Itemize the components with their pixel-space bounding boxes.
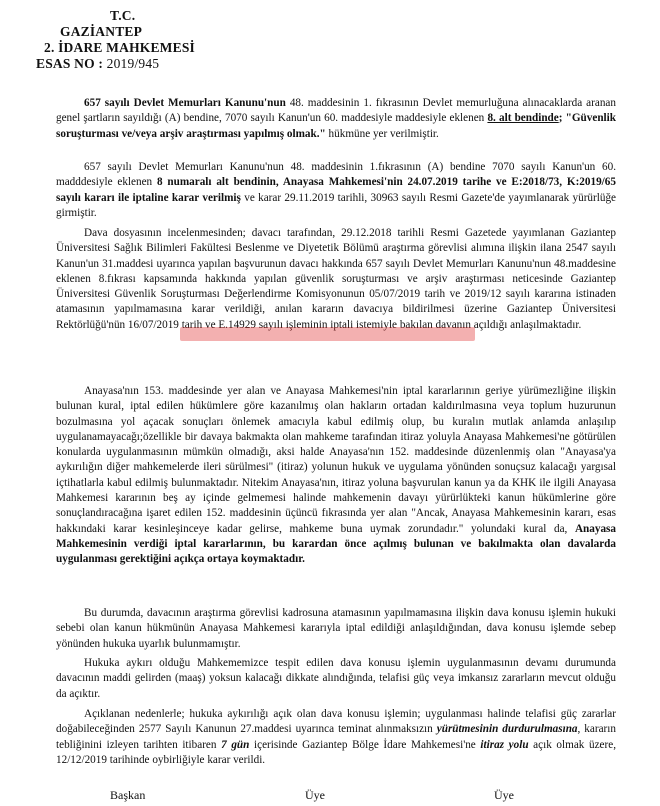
objection-route: itiraz yolu [480,738,529,751]
annulment-decision: 8 numaralı alt bendinin, Anayasa Mahkemesi'nin 24.07.2019 tarihe ve E:2018/73, K:2019/65 sayılı kararı ile iptaline karar verilmiş [56,176,616,204]
header-city: GAZİANTEP [60,24,143,39]
paragraph-assessment: Bu durumda, davacının araştırma görevlisi kadrosuna atamasının yapılmamasına ilişkin dava konusu işlemin hukuki sebebi olan kanun hükmünün Anayasa Mahkemesi kararıyla iptal edildiği anlaşıldığından, dava konusu işlemde sebep yönünden hukuka uyarlık bulunmamıştır. [56,607,616,650]
case-number-value: 2019/945 [106,56,160,71]
stay-of-execution: yürütmesinin durdurulmasına [436,723,578,736]
sub-clause-reference: 8. alt bendinde [487,112,559,125]
signature-member-2: Üye [494,788,514,802]
case-number-label: ESAS NO : [36,56,107,71]
paragraph-case-facts: Dava dosyasının incelenmesinden; davacı tarafından, 29.12.2018 tarihli Resmi Gazetede yayımlanan Gaziantep Üniversitesi Sağlık Bilimleri Fakültesi Beslenme ve Diyetetik Bölümü araştırma görevlisi alımına ilişkin ilana 2547 sayılı Kanun'un 31.maddesi uyarınca yapılan başvurunun davacı hakkında 657 sayılı Devlet Memurları Kanunu'nun 48.maddesine eklenen 8.fıkrası kapsamında hakkında yapılan güvenlik soruşturması ve arşiv araştırması neticesinde Gaziantep Üniversitesi Güvenlik Soruşturması Değerlendirme Komisyonunun 05/07/2019 tarih ve 2019/12 sayılı kararına istinaden atamasının yapılmamasına karar verildiği, anılan kararın davacıya bildirilmesi üzerine Gaziantep Üniversitesi Rektörlüğü'nün 16/07/2019 tarih ve E.14929 sayılı işleminin iptali istemiyle bakılan davanın açıldığı anlaşılmaktadır. [56,227,616,331]
header-case-number [36,56,159,72]
law-name: 657 sayılı Devlet Memurları Kanunu'nun [84,97,286,109]
paragraph-law-provision: 657 sayılı Devlet Memurları Kanunu'nun 48. maddesinin 1. fıkrasının Devlet memurluğuna alınacaklarda aranan genel şartların sayıldığı (A) bendine, 7070 sayılı Kanun'un 60. maddesiyle maddesiyle eklenen 8. alt bendinde; "Güvenlik soruşturması ve/veya arşiv araştırması yapılmış olmak." hükmüne yer verilmiştir. [56,97,616,140]
signature-president: Başkan [110,788,146,802]
watermark-band [180,327,475,341]
paragraph-irreparable-harm: Hukuka aykırı olduğu Mahkememizce tespit edilen dava konusu işlemin uygulanmasının devamı durumunda davacının maddi gelirden (maaş) yoksun kalacağı dikkate alındığında, telafisi güç veya imkansız zararların mevcut olduğu da açıktır. [56,657,616,700]
paragraph-ruling: Açıklanan nedenlerle; hukuka aykırılığı açık olan dava konusu işlemin; uygulanması halinde telafisi güç zararlar doğabileceğinden 2577 Sayılı Kanunun 27.maddesi uyarınca teminat alınmaksızın yürütmesinin durdurulmasına, kararın tebliğinini izleyen tarihten itibaren 7 gün içerisinde Gaziantep Bölge İdare Mahkemesi'ne itiraz yolu açık olmak üzere, 12/12/2019 tarihinde oybirliğiyle karar verildi. [56,708,617,766]
header-tc: T.C. [110,8,136,23]
quoted-provision: ; "Güvenlik soruşturması ve/veya arşiv araştırması yapılmış olmak." [56,112,616,140]
signature-member-1: Üye [305,788,325,802]
paragraph-constitution-article-153: Anayasa'nın 153. maddesinde yer alan ve Anayasa Mahkemesi'nin iptal kararlarının geriye yürümezliğine ilişkin bulunan kural, iptal edilen hükümlere göre kazanılmış olan hakların ortadan kaldırılmasına veya toplum huzurunun bozulmasına yol açacak sonuçları önlemek amacıyla kabul edilmiş olup, bu kuralın mutlak anlamda anlaşılıp uygulanamayacağı;özellikle bir davaya bakmakta olan mahkeme tarafından itiraz yoluyla Anayasa Mahkemesi'ne götürülen konularda uygulanmasının mümkün olmadığı, aksi halde Anayasa'nın 152. maddesinde düzenlenmiş olan "Anayasa'ya aykırılığın diğer mahkemelerde ileri sürülmesi" (itiraz) yolunun hukuk ve uygulama yönünden sonuçsuz kalacağı yargısal içtihatlarla kabul edilmiş bulunmaktadır. Nitekim Anayasa'nın, itiraz yoluna başvurulan kanun ya da KHK ile ilgili Anayasa Mahkemesi kararının beş ay içinde gelmemesi halinde mahkemenin davayı yürürlükteki kanun hükümlerine göre sonuçlandıracağına işaret edilen 152. maddesinin üçüncü fıkrasında yer alan "Ancak, Anayasa Mahkemesinin kararı, esas hakkındaki karar kesinleşinceye kadar gelirse, mahkeme buna uymak zorundadır." yolundaki kural da, Anayasa Mahkemesinin verdiği iptal kararlarının, bu karardan önce açılmış bulunan ve bakılmakta olan davalarda uygulanması gerektiğini açıkça ortaya koymaktadır. [56,385,616,566]
header-court: 2. İDARE MAHKEMESİ [44,40,195,55]
objection-period: 7 gün [221,738,250,751]
paragraph-constitutional-court-annulment: 657 sayılı Devlet Memurları Kanunu'nun 48. maddesinin 1.fıkrasının (A) bendine 7070 sayılı Kanun'un 60. madddesiyle eklenen 8 numaralı alt bendinin, Anayasa Mahkemesi'nin 24.07.2019 tarihe ve E:2018/73, K:2019/65 sayılı kararı ile iptaline karar verilmiş ve karar 29.11.2019 tarihli, 30963 sayılı Resmi Gazete'de yayımlanarak yürürlüğe girmiştir. [56,161,616,219]
conclusion-highlight: Anayasa Mahkemesinin verdiği iptal kararlarının, bu karardan önce açılmış bulunan ve bakılmakta olan davalarda uygulanması gerektiğini açıkça ortaya koymaktadır. [56,522,616,566]
